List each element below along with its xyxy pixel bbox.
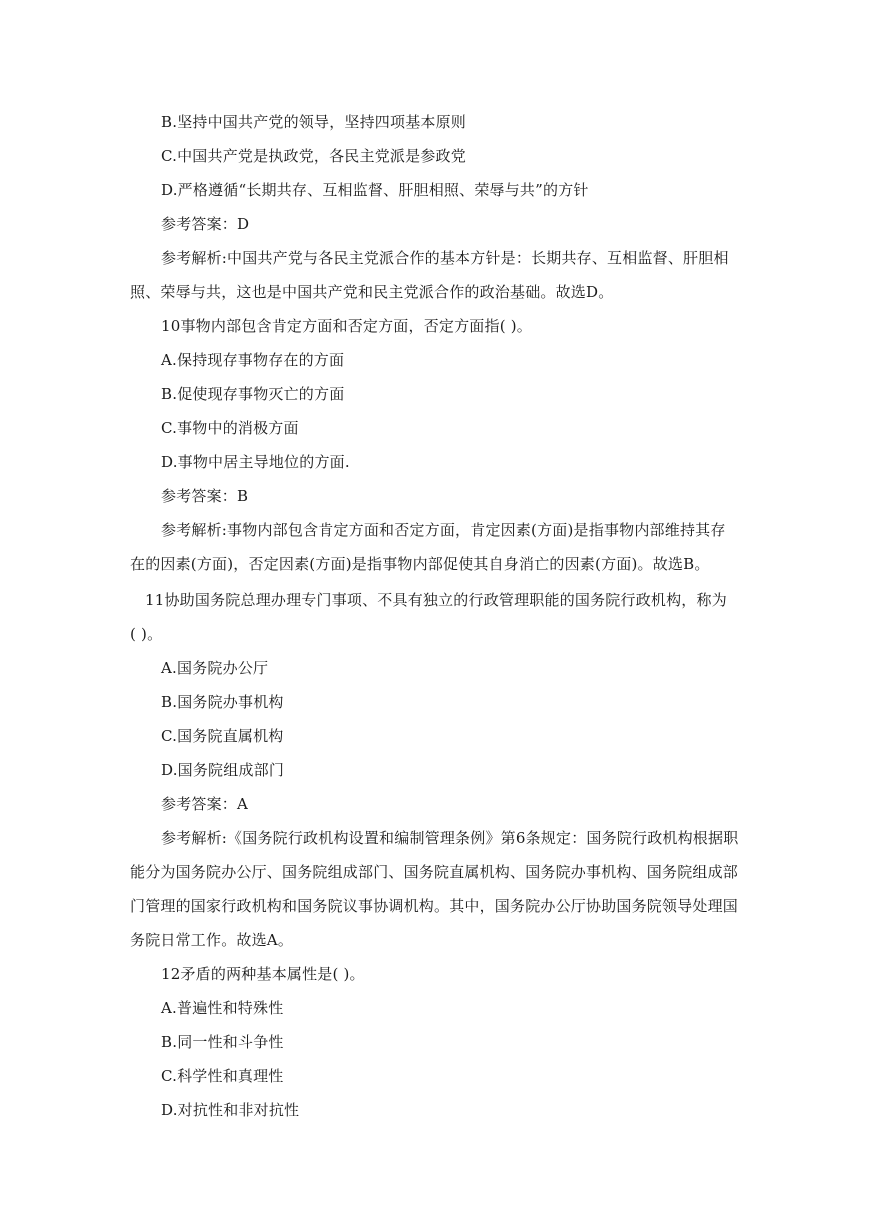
q10-stem: 10事物内部包含肯定方面和否定方面，否定方面指( )。	[161, 317, 532, 335]
q9-option-c: C.中国共产党是执政党，各民主党派是参政党	[161, 147, 466, 165]
q11-analysis-line-3: 门管理的国家行政机构和国务院议事协调机构。其中，国务院办公厅协助国务院领导处理国	[130, 897, 739, 915]
q11-option-c: C.国务院直属机构	[161, 727, 284, 745]
q11-stem-line-2: ( )。	[130, 625, 163, 643]
q10-option-a: A.保持现存事物存在的方面	[161, 351, 345, 369]
q11-option-b: B.国务院办事机构	[161, 693, 284, 711]
q9-answer: 参考答案：D	[161, 215, 250, 233]
q10-option-b: B.促使现存事物灭亡的方面	[161, 385, 345, 403]
q12-option-d: D.对抗性和非对抗性	[161, 1101, 300, 1119]
q11-analysis-line-4: 务院日常工作。故选A。	[130, 931, 294, 949]
q10-answer: 参考答案：B	[161, 487, 249, 505]
q12-stem: 12矛盾的两种基本属性是( )。	[161, 965, 365, 983]
q11-option-d: D.国务院组成部门	[161, 761, 285, 779]
q12-option-c: C.科学性和真理性	[161, 1067, 284, 1085]
q9-option-b: B.坚持中国共产党的领导，坚持四项基本原则	[161, 113, 466, 131]
q12-option-b: B.同一性和斗争性	[161, 1033, 284, 1051]
q10-option-d: D.事物中居主导地位的方面.	[161, 453, 350, 471]
q11-answer: 参考答案：A	[161, 795, 249, 813]
q10-analysis-line-2: 在的因素(方面)，否定因素(方面)是指事物内部促使其自身消亡的因素(方面)。故选B。	[130, 555, 710, 573]
q11-analysis-line-2: 能分为国务院办公厅、国务院组成部门、国务院直属机构、国务院办事机构、国务院组成部	[130, 863, 739, 881]
q12-option-a: A.普遍性和特殊性	[161, 999, 284, 1017]
q9-analysis-line-1: 参考解析:中国共产党与各民主党派合作的基本方针是：长期共存、互相监督、肝胆相	[161, 249, 729, 267]
q11-stem-line-1: 11协助国务院总理办理专门事项、不具有独立的行政管理职能的国务院行政机构，称为	[145, 591, 727, 609]
q9-option-d: D.严格遵循“长期共存、互相监督、肝胆相照、荣辱与共”的方针	[161, 181, 589, 199]
q10-analysis-line-1: 参考解析:事物内部包含肯定方面和否定方面，肯定因素(方面)是指事物内部维持其存	[161, 521, 726, 539]
q11-option-a: A.国务院办公厅	[161, 659, 269, 677]
q10-option-c: C.事物中的消极方面	[161, 419, 299, 437]
q9-analysis-line-2: 照、荣辱与共，这也是中国共产党和民主党派合作的政治基础。故选D。	[130, 283, 614, 301]
q11-analysis-line-1: 参考解析:《国务院行政机构设置和编制管理条例》第6条规定：国务院行政机构根据职	[161, 829, 739, 847]
